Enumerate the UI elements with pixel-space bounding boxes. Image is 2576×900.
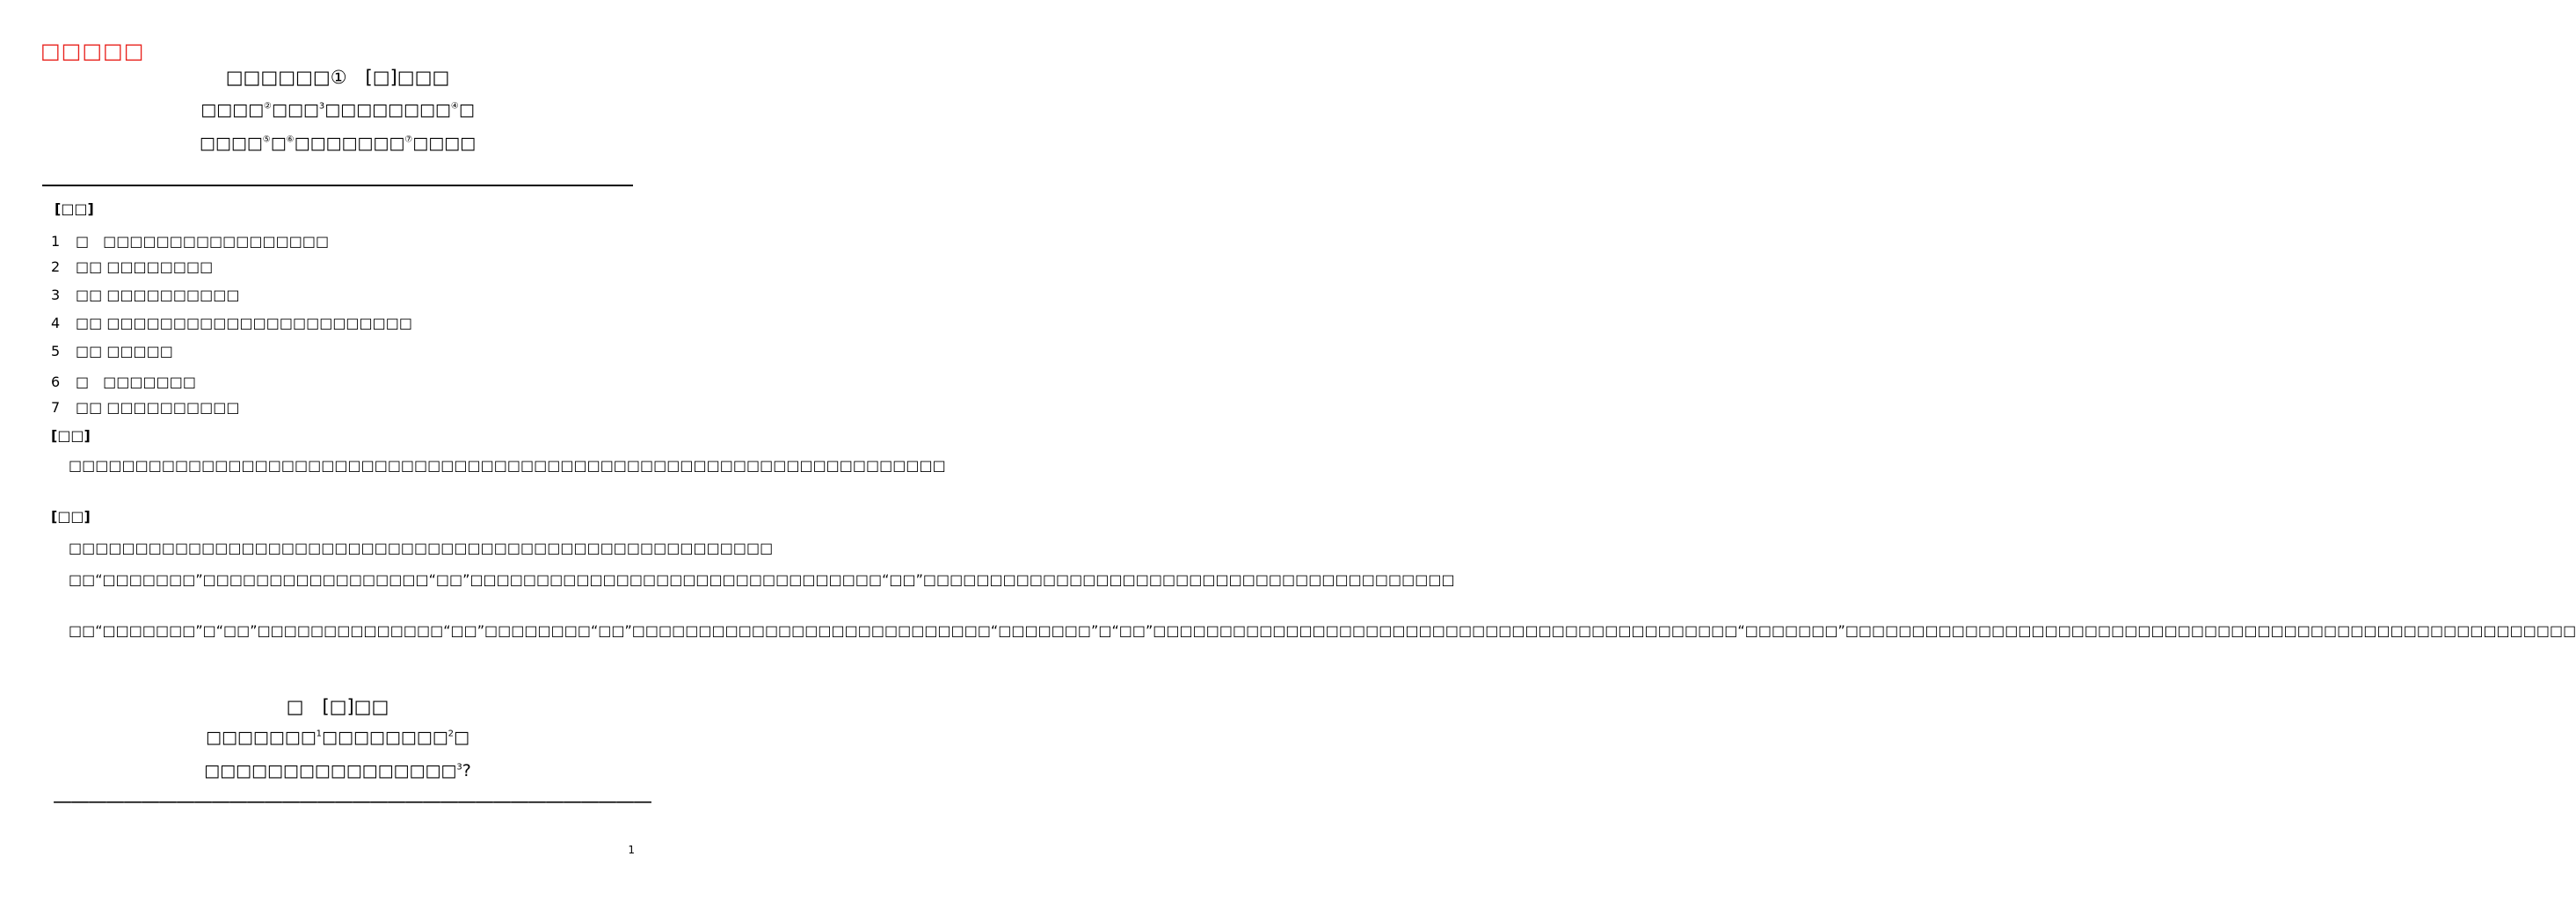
note-marker: ⑤ <box>262 134 271 145</box>
poem-text: □□□□□□□□□□□□□□□□ <box>204 761 457 780</box>
note-marker: 3 <box>456 762 462 773</box>
page-number: 1 <box>628 844 635 856</box>
poem-text: ? <box>462 761 471 780</box>
note-text: □ □□□□□□□□□□□□□□□□□ <box>76 233 330 250</box>
note-item <box>51 258 213 275</box>
appreciation-paragraph: □□“□□□□□□□”□“□□”□□□□□□□□□□□□□□“□□”□□□□□□□□“□□”□□□□□□□□□□□□□□□□□□□□□□□□□□□“□□□□□□□”□“□□”□□□□□□□□□□□□□□□□□□□□□□□□□□□□□□□□□□□□□□□□□□□□“□□□□□□□”□□□□□□□□□□□□□□□□□□□□□□□□□□□□□□□□□□□□□□□□□□□□□□□□□□□□□□□ <box>69 622 2576 639</box>
note-marker: ⑥ <box>286 134 295 145</box>
note-item <box>51 343 173 359</box>
poem-text: □□□□ <box>199 134 263 153</box>
poem-text: □□□□□□□ <box>206 728 317 747</box>
translation-paragraph: □□□□□□□□□□□□□□□□□□□□□□□□□□□□□□□□□□□□□□□□□□□□□□□□□□□□□□□□□□□□□□□□□□ <box>69 457 946 474</box>
appreciation-heading: [□□] <box>51 508 91 525</box>
poem-line-1 <box>0 100 675 120</box>
note-item <box>51 315 412 331</box>
poem-line-2 <box>0 761 675 780</box>
note-number: 2 <box>51 258 61 275</box>
note-marker: 2 <box>448 729 455 739</box>
poem-text: □□□□□□□ <box>294 134 405 153</box>
poem-text: □□□□ <box>412 134 477 153</box>
note-item <box>51 371 196 391</box>
note-marker: ⑦ <box>404 134 413 145</box>
note-marker: 3 <box>318 101 325 112</box>
poem-text: □□□□□□□□ <box>324 100 451 120</box>
note-text: □□ □□□□□□□□ <box>76 258 214 275</box>
red-header-title: □□□□□ <box>40 39 145 63</box>
poem-text: □□□□□□□□ <box>322 728 448 747</box>
note-item <box>51 287 240 303</box>
note-item <box>51 230 329 250</box>
poem-text: □ <box>454 728 469 747</box>
poem-line-1 <box>0 728 675 747</box>
translation-heading: [□□] <box>51 427 91 444</box>
note-number: 3 <box>51 287 61 303</box>
note-item <box>51 399 240 416</box>
dash-divider: —————————————————————————————————— <box>53 791 651 813</box>
note-text: □ □□□□□□□ <box>76 374 196 390</box>
poem-text: □ <box>458 100 475 120</box>
note-number: 5 <box>51 343 61 359</box>
poem-text: □ <box>270 134 287 153</box>
note-marker: ② <box>264 101 272 112</box>
note-number: 7 <box>51 399 61 416</box>
note-number: 6 <box>51 374 61 390</box>
poem-text: □□□ <box>272 100 319 120</box>
section-divider <box>42 185 633 186</box>
notes-heading: [□□] <box>55 200 94 217</box>
note-marker: 1 <box>316 729 323 739</box>
appreciation-paragraph: □□“□□□□□□□”□□□□□□□□□□□□□□□□□“□□”□□□□□□□□□□□□□□□□□□□□□□□□□□□□□□□“□□”□□□□□□□□□□□□□□□□□□□□□□□□□□□□□□□□□□□□□□□□ <box>69 571 1455 588</box>
poem-title: □ [□]□□ <box>286 696 389 717</box>
poem-line-2 <box>0 134 675 153</box>
note-text: □□ □□□□□ <box>76 343 173 359</box>
note-text: □□ □□□□□□□□□□ <box>76 399 240 416</box>
poem-title: □□□□□□① [□]□□□ <box>225 67 450 88</box>
note-text: □□ □□□□□□□□□□ <box>76 287 240 303</box>
note-number: 1 <box>51 233 61 250</box>
appreciation-paragraph: □□□□□□□□□□□□□□□□□□□□□□□□□□□□□□□□□□□□□□□□□□□□□□□□□□□□□ <box>69 540 774 556</box>
poem-text: □□□□ <box>200 100 265 120</box>
note-marker: ④ <box>450 101 459 112</box>
note-text: □□ □□□□□□□□□□□□□□□□□□□□□□□ <box>76 315 413 331</box>
note-number: 4 <box>51 315 61 331</box>
